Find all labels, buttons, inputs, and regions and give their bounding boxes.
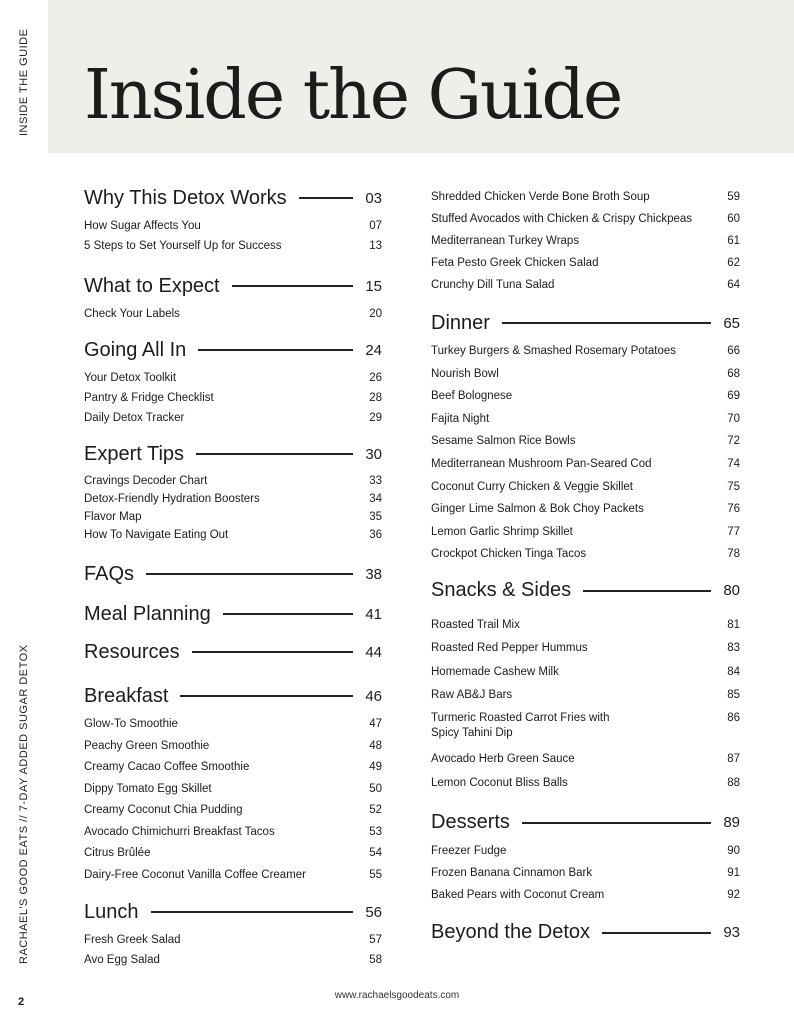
toc-entry[interactable]: Your Detox Toolkit 26 [84, 372, 382, 384]
section-what-to-expect[interactable] [84, 268, 382, 304]
section-page: 93 [723, 924, 740, 942]
toc-entry[interactable]: Check Your Labels 20 [84, 308, 382, 320]
toc-entry[interactable]: How Sugar Affects You 07 [84, 220, 382, 232]
toc-entry[interactable]: Sesame Salmon Rice Bowls 72 [431, 435, 740, 448]
section-expert-tips[interactable] [84, 436, 382, 472]
section-resources[interactable] [84, 634, 382, 670]
section-rule [232, 285, 354, 287]
toc-entry[interactable]: Flavor Map 35 [84, 511, 382, 523]
section-title: Meal Planning [84, 602, 211, 625]
section-page: 15 [365, 277, 382, 295]
toc-entry[interactable]: Mediterranean Turkey Wraps 61 [431, 235, 740, 247]
section-page: 03 [365, 189, 382, 207]
toc-entry[interactable]: Coconut Curry Chicken & Veggie Skillet 75 [431, 480, 740, 493]
toc-entry[interactable]: Ginger Lime Salmon & Bok Choy Packets 76 [431, 503, 740, 516]
toc-entry[interactable]: Roasted Trail Mix 81 [431, 618, 740, 631]
sidebar-section-label: INSIDE THE GUIDE [18, 28, 30, 136]
section-rule [192, 651, 354, 653]
toc-entry[interactable]: 5 Steps to Set Yourself Up for Success 13 [84, 240, 382, 252]
section-page: 56 [365, 903, 382, 921]
section-page: 89 [723, 814, 740, 832]
toc-entry[interactable]: Citrus Brûlée 54 [84, 847, 382, 859]
section-rule [602, 932, 711, 934]
section-title: Beyond the Detox [431, 921, 590, 944]
section-title: Breakfast [84, 684, 169, 707]
section-rule [196, 453, 353, 455]
section-rule [502, 322, 711, 324]
toc-right-column [431, 187, 740, 951]
section-going-all-in[interactable] [84, 332, 382, 368]
toc-entry[interactable]: Roasted Red Pepper Hummus 83 [431, 642, 740, 655]
page-title: Inside the Guide [84, 56, 622, 135]
toc-entry[interactable]: Creamy Cacao Coffee Smoothie 49 [84, 761, 382, 773]
section-title: Dinner [431, 311, 490, 334]
toc-entry[interactable]: Pantry & Fridge Checklist 28 [84, 392, 382, 404]
section-meal-planning[interactable] [84, 596, 382, 632]
toc-entry[interactable]: Daily Detox Tracker 29 [84, 412, 382, 424]
section-rule [151, 911, 354, 913]
footer-url[interactable]: www.rachaelsgoodeats.com [334, 990, 460, 1001]
toc-entry[interactable]: Baked Pears with Coconut Cream 92 [431, 888, 740, 901]
section-beyond-the-detox[interactable] [431, 915, 740, 951]
toc-entry[interactable]: Beef Bolognese 69 [431, 390, 740, 403]
section-rule [146, 573, 353, 575]
section-rule [180, 695, 353, 697]
toc-left-column [84, 180, 382, 970]
toc-entry[interactable]: Detox-Friendly Hydration Boosters 34 [84, 493, 382, 505]
section-page: 38 [365, 565, 382, 583]
section-rule [223, 613, 354, 615]
toc-entry[interactable]: Cravings Decoder Chart 33 [84, 475, 382, 487]
toc-entry[interactable]: Glow-To Smoothie 47 [84, 718, 382, 730]
toc-entry[interactable]: Shredded Chicken Verde Bone Broth Soup 59 [431, 191, 740, 203]
section-title: Resources [84, 640, 180, 663]
toc-entry[interactable]: Turkey Burgers & Smashed Rosemary Potatoes 66 [431, 345, 740, 357]
section-lunch[interactable] [84, 894, 382, 930]
toc-entry[interactable]: Turmeric Roasted Carrot Fries with Spicy Tahini Dip 86 [431, 711, 740, 739]
toc-entry[interactable]: Raw AB&J Bars 85 [431, 689, 740, 702]
section-page: 46 [365, 687, 382, 705]
toc-entry[interactable]: Dairy-Free Coconut Vanilla Coffee Creamer 55 [84, 868, 382, 881]
sidebar-publication-label: RACHAEL'S GOOD EATS // 7-DAY ADDED SUGAR DETOX [18, 644, 30, 964]
section-page: 44 [365, 643, 382, 661]
section-rule [198, 349, 353, 351]
toc-entry[interactable]: Nourish Bowl 68 [431, 367, 740, 380]
section-rule [583, 590, 711, 592]
section-title: Desserts [431, 811, 510, 834]
toc-entry[interactable]: Avocado Herb Green Sauce 87 [431, 752, 740, 765]
section-rule [522, 822, 711, 824]
toc-entry[interactable]: Fresh Greek Salad 57 [84, 934, 382, 946]
toc-entry[interactable]: Homemade Cashew Milk 84 [431, 665, 740, 678]
toc-entry[interactable]: Avocado Chimichurri Breakfast Tacos 53 [84, 825, 382, 838]
section-title: Why This Detox Works [84, 186, 287, 209]
toc-entry[interactable]: Mediterranean Mushroom Pan-Seared Cod 74 [431, 457, 740, 470]
section-why-this-detox-works[interactable] [84, 180, 382, 216]
toc-entry[interactable]: Peachy Green Smoothie 48 [84, 739, 382, 752]
section-breakfast[interactable] [84, 678, 382, 714]
section-title: Expert Tips [84, 442, 185, 465]
section-title: Lunch [84, 900, 139, 923]
toc-entry[interactable]: Freezer Fudge 90 [431, 844, 740, 857]
section-desserts[interactable] [431, 805, 740, 841]
section-title: FAQs [84, 562, 135, 585]
toc-entry[interactable]: Crunchy Dill Tuna Salad 64 [431, 279, 740, 291]
section-dinner[interactable] [431, 305, 740, 341]
toc-entry[interactable]: Avo Egg Salad 58 [84, 954, 382, 966]
section-faqs[interactable] [84, 556, 382, 592]
section-page: 30 [365, 445, 382, 463]
section-page: 80 [723, 582, 740, 600]
toc-entry[interactable]: Feta Pesto Greek Chicken Salad 62 [431, 257, 740, 269]
section-title: Snacks & Sides [431, 579, 572, 602]
section-title: Going All In [84, 338, 187, 361]
toc-entry[interactable]: Stuffed Avocados with Chicken & Crispy Chickpeas 60 [431, 213, 740, 225]
toc-entry[interactable]: Frozen Banana Cinnamon Bark 91 [431, 866, 740, 879]
toc-entry[interactable]: Lemon Coconut Bliss Balls 88 [431, 776, 740, 789]
toc-entry[interactable]: Dippy Tomato Egg Skillet 50 [84, 782, 382, 795]
section-snacks-and-sides[interactable] [431, 573, 740, 609]
section-title: What to Expect [84, 274, 220, 297]
toc-entry[interactable]: Creamy Coconut Chia Pudding 52 [84, 804, 382, 816]
toc-entry[interactable]: Crockpot Chicken Tinga Tacos 78 [431, 548, 740, 561]
section-page: 41 [365, 605, 382, 623]
toc-entry[interactable]: Lemon Garlic Shrimp Skillet 77 [431, 525, 740, 538]
toc-entry[interactable]: How To Navigate Eating Out 36 [84, 529, 382, 541]
section-page: 24 [365, 341, 382, 359]
section-page: 65 [723, 314, 740, 332]
toc-entry[interactable]: Fajita Night 70 [431, 412, 740, 425]
page-number: 2 [18, 996, 25, 1008]
section-rule [299, 197, 354, 199]
